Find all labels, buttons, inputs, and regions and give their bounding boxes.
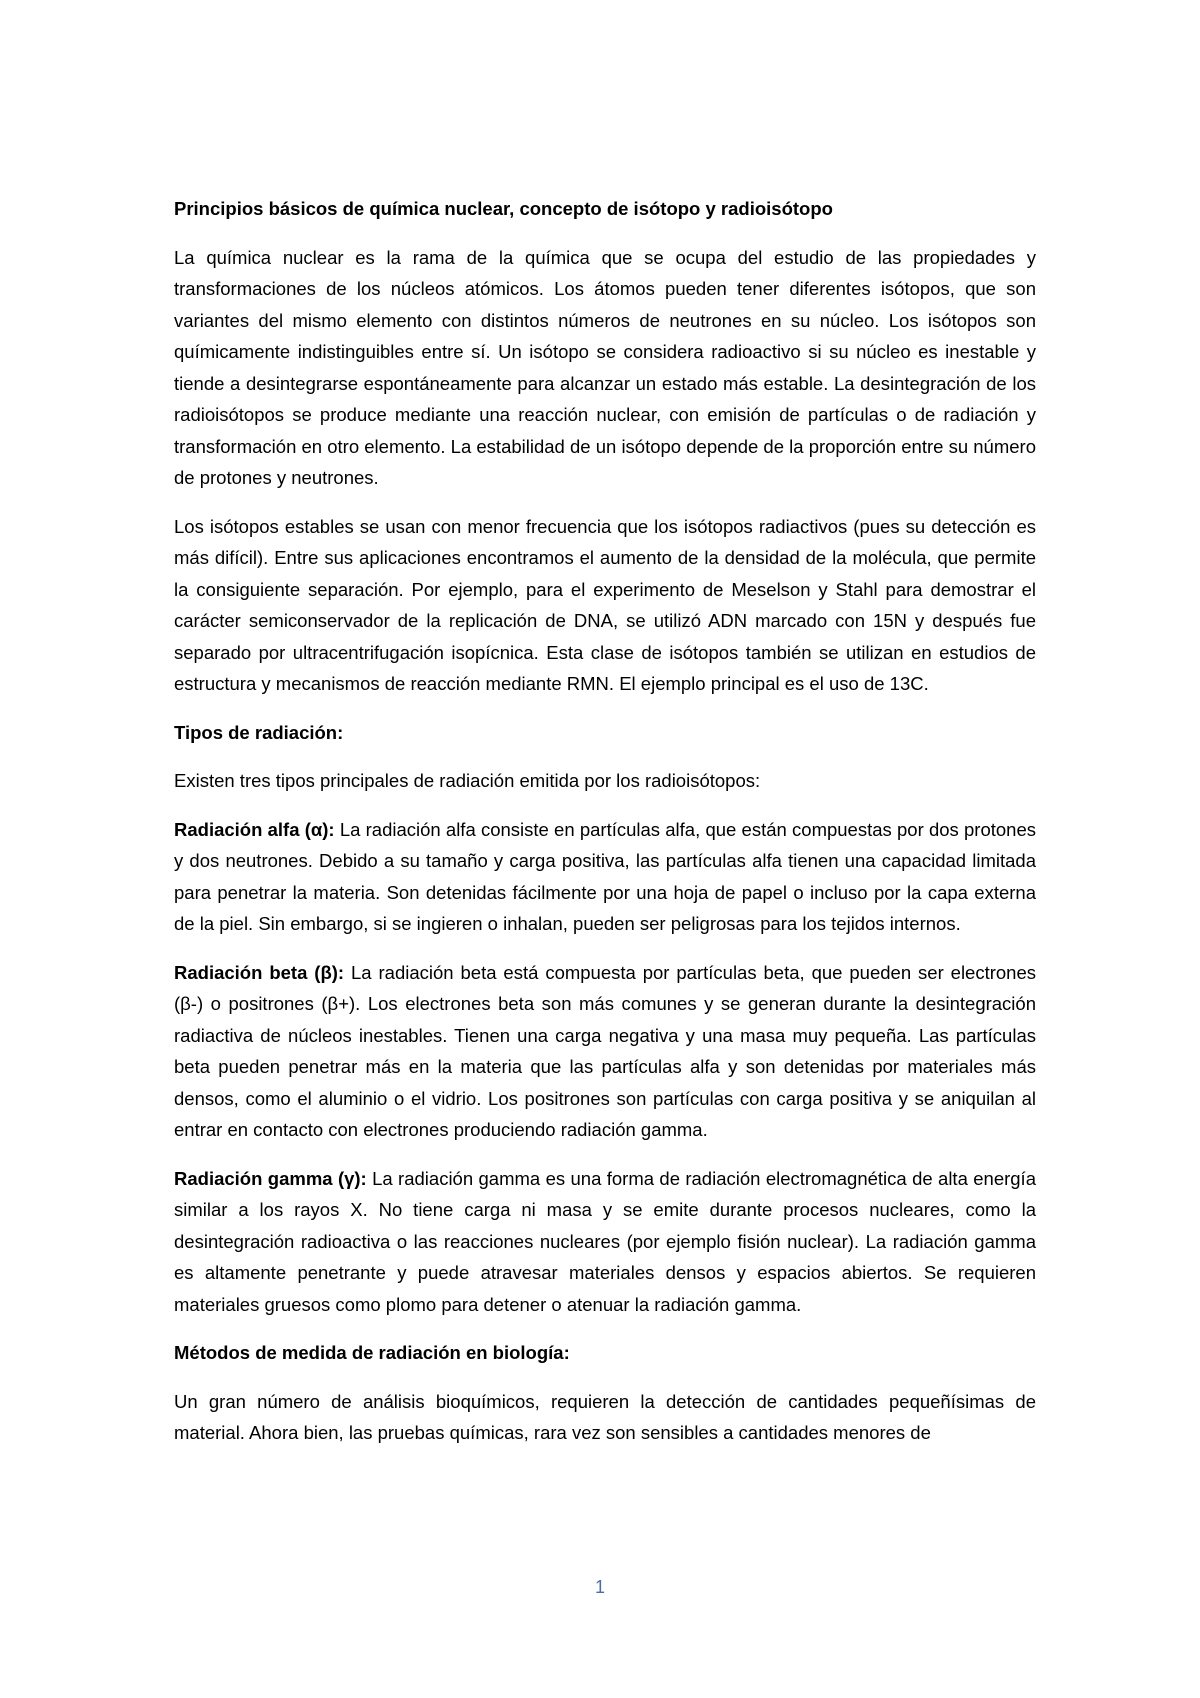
gamma-term: Radiación gamma (γ):: [174, 1167, 367, 1189]
beta-term: Radiación beta (β):: [174, 961, 345, 983]
methods-heading: Métodos de medida de radiación en biología:: [174, 1342, 570, 1363]
intro-paragraph-1: La química nuclear es la rama de la química que se ocupa del estudio de las propiedades y transformaciones de los núcleos atómicos. Los átomos pueden tener diferentes isótopos, que son variantes del mismo elemento con distintos números de neutrones en su núcleo. Los isótopos son químicamente indistinguibles entre sí. Un isótopo se considera radioactivo si su núcleo es inestable y tiende a desintegrarse espontáneamente para alcanzar un estado más estable. La desintegración de los radioisótopos se produce mediante una reacción nuclear, con emisión de partículas o de radiación y transformación en otro elemento. La estabilidad de un isótopo depende de la proporción entre su número de protones y neutrones.: [174, 246, 1036, 488]
alpha-term: Radiación alfa (α):: [174, 818, 335, 840]
page-number: 1: [594, 1577, 605, 1597]
alpha-text: La radiación alfa consiste en partículas alfa, que están compuestas por dos protones y dos neutrones. Debido a su tamaño y carga positiva, las partículas alfa tienen una capacidad limitada para penetrar la materia. Son detenidas fácilmente por una hoja de papel o incluso por la capa externa de la piel. Sin embargo, si se ingieren o inhalan, pueden ser peligrosas para los tejidos internos.: [174, 818, 1036, 934]
radiation-intro: Existen tres tipos principales de radiación emitida por los radioisótopos:: [174, 770, 761, 791]
methods-paragraph: Un gran número de análisis bioquímicos, requieren la detección de cantidades pequeñísimas de material. Ahora bien, las pruebas químicas, rara vez son sensibles a cantidades menores de: [174, 1390, 1036, 1443]
document-body: [174, 193, 1036, 1466]
intro-paragraph-2: Los isótopos estables se usan con menor frecuencia que los isótopos radiactivos (pues su detección es más difícil). Entre sus aplicaciones encontramos el aumento de la densidad de la molécula, que permite la consiguiente separación. Por ejemplo, para el experimento de Meselson y Stahl para demostrar el carácter semiconservador de la replicación de DNA, se utilizó ADN marcado con 15N y después fue separado por ultracentrifugación isopícnica. Esta clase de isótopos también se utilizan en estudios de estructura y mecanismos de reacción mediante RMN. El ejemplo principal es el uso de 13C.: [174, 515, 1036, 694]
document-title: Principios básicos de química nuclear, concepto de isótopo y radioisótopo: [174, 198, 833, 219]
beta-paragraph: [174, 957, 1036, 1146]
gamma-text: La radiación gamma es una forma de radiación electromagnética de alta energía similar a los rayos X. No tiene carga ni masa y se emite durante procesos nucleares, como la desintegración radioactiva o las reacciones nucleares (por ejemplo fisión nuclear). La radiación gamma es altamente penetrante y puede atravesar materiales densos y espacios abiertos. Se requieren materiales gruesos como plomo para detener o atenuar la radiación gamma.: [174, 1167, 1036, 1315]
radiation-types-heading: Tipos de radiación:: [174, 721, 344, 743]
gamma-paragraph: [174, 1163, 1036, 1321]
beta-text: La radiación beta está compuesta por partículas beta, que pueden ser electrones (β-) o positrones (β+). Los electrones beta son más comunes y se generan durante la desintegración radiactiva de núcleos inestables. Tienen una carga negativa y una masa muy pequeña. Las partículas beta pueden penetrar más en la materia que las partículas alfa y son detenidas por materiales más densos, como el aluminio o el vidrio. Los positrones son partículas con carga positiva y se aniquilan al entrar en contacto con electrones produciendo radiación gamma.: [174, 961, 1037, 1140]
alpha-paragraph: [174, 814, 1036, 940]
